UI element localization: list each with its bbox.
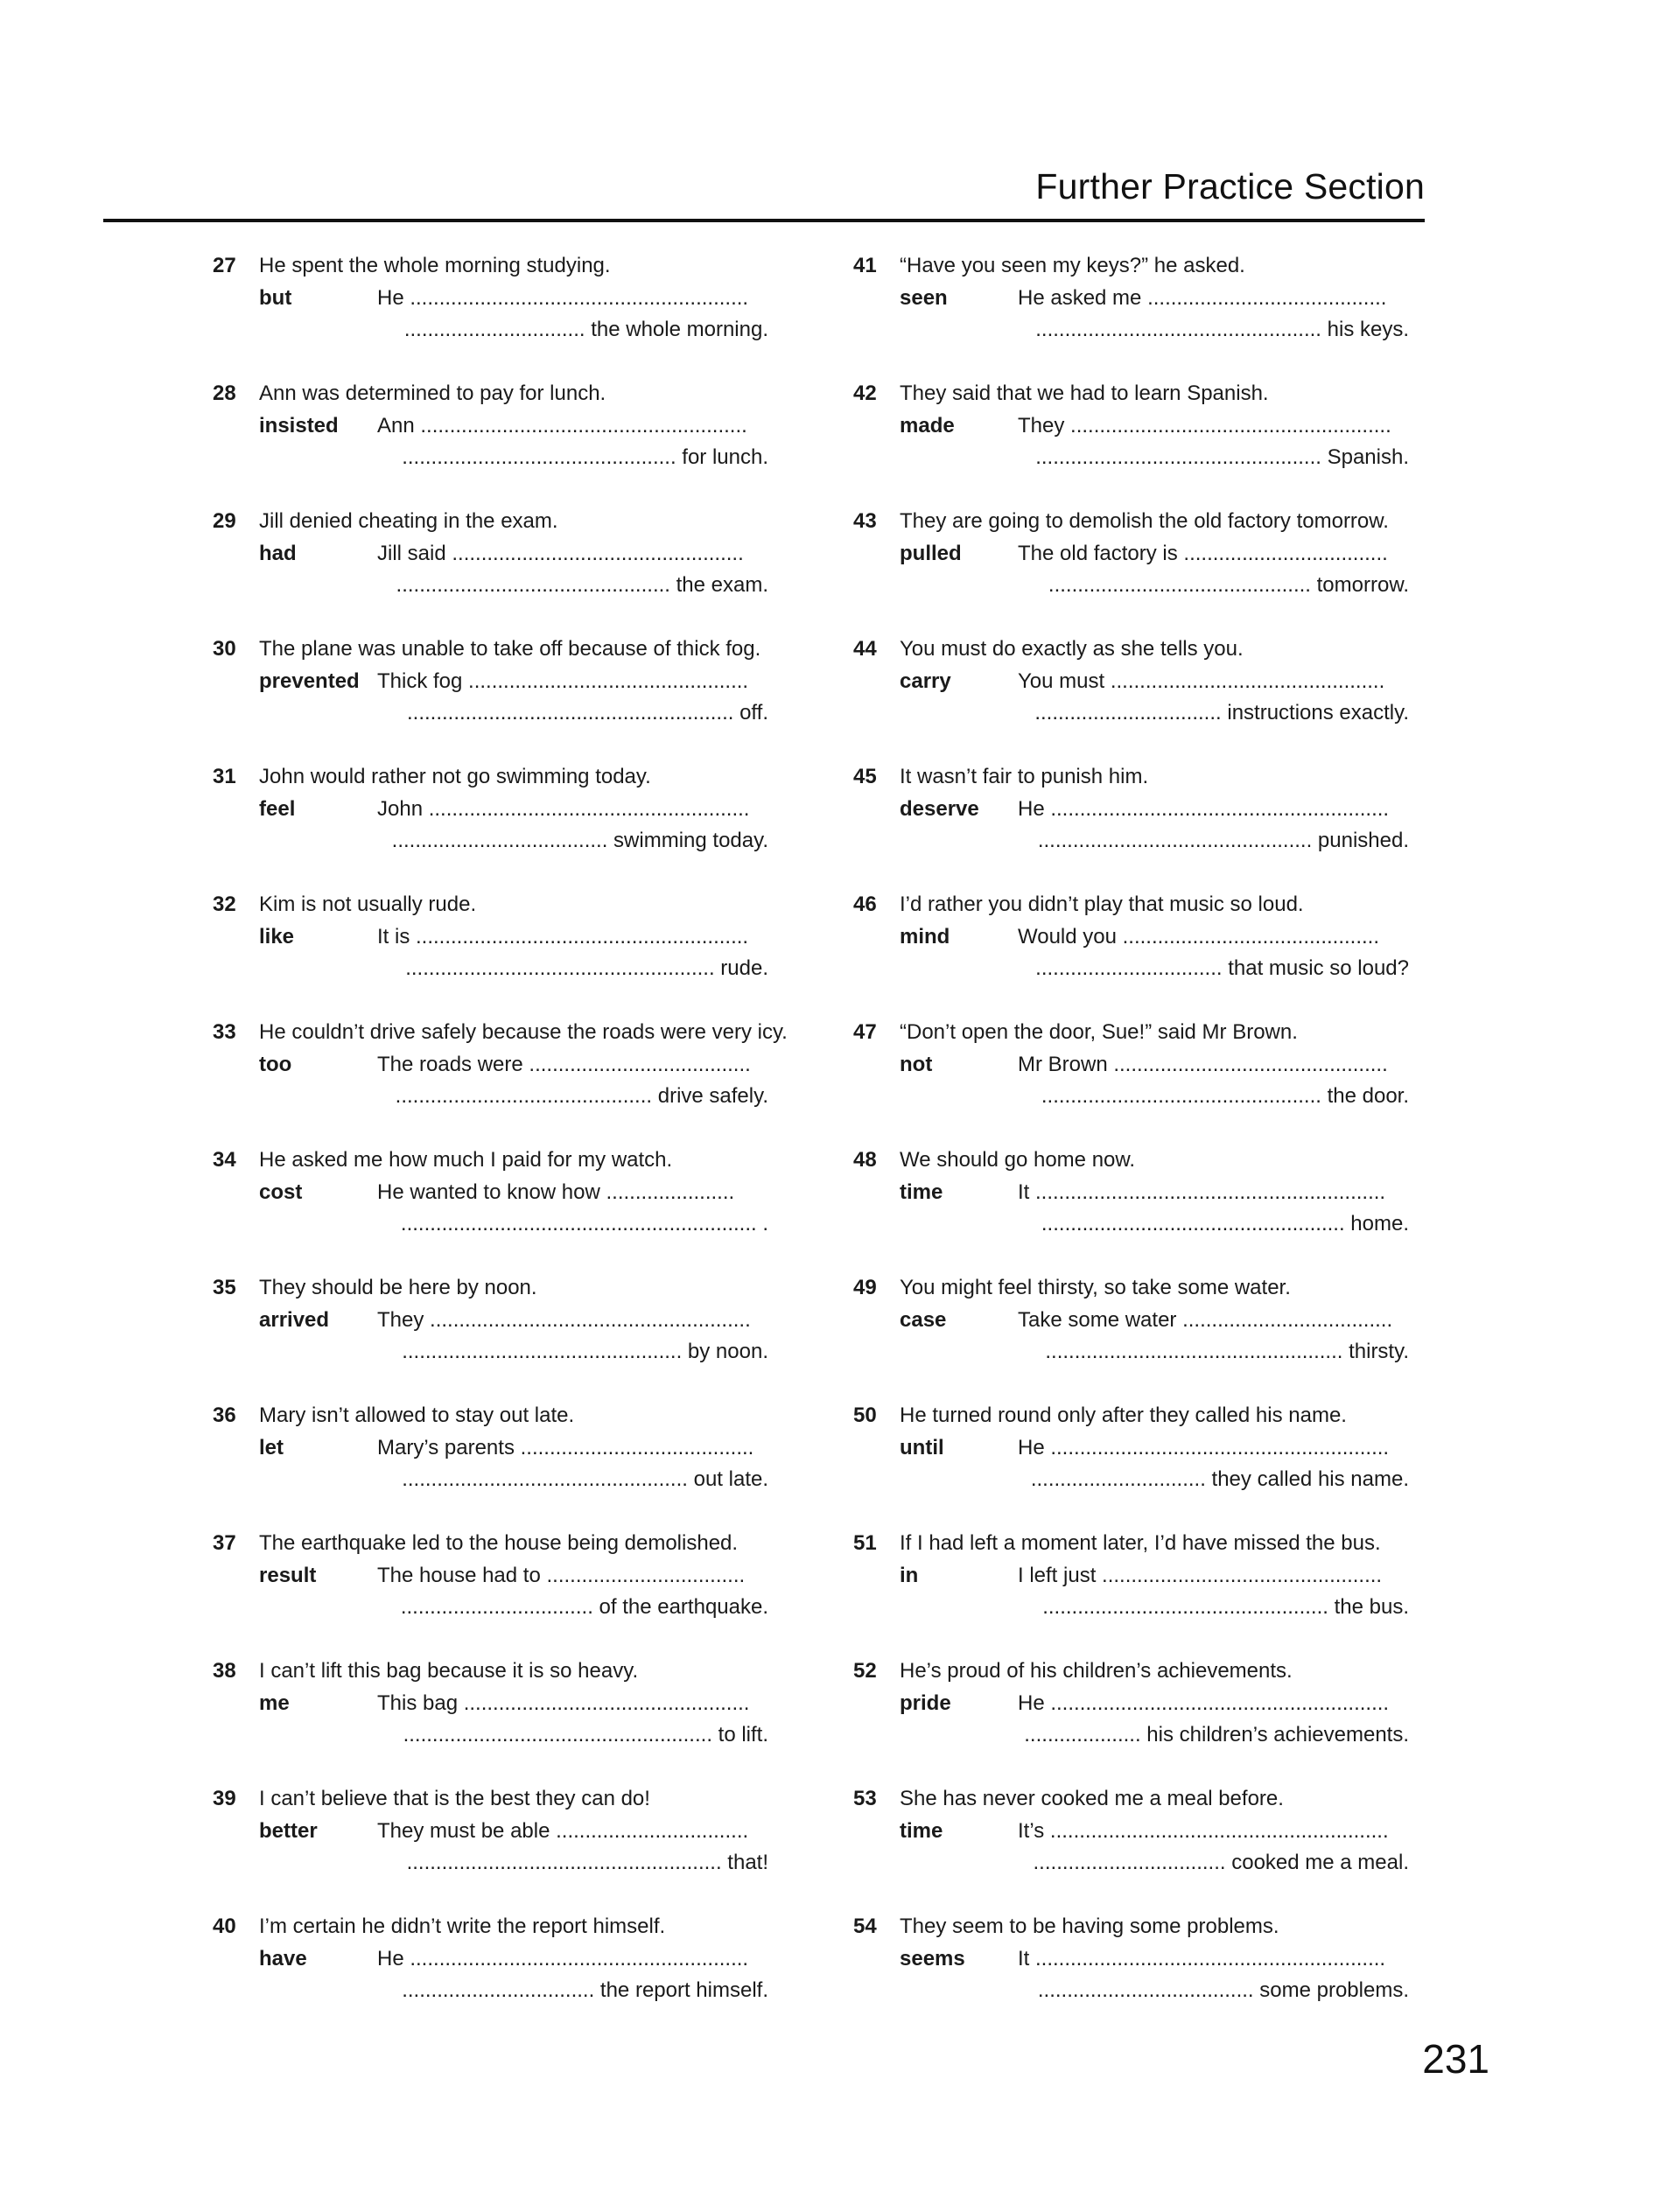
exercise-keyword: time bbox=[900, 1180, 943, 1204]
exercise-sentence: The plane was unable to take off because of thick fog. bbox=[259, 637, 761, 661]
exercise-sentence: I can’t believe that is the best they can do! bbox=[259, 1787, 650, 1810]
answer-line-2: ................................................. Spanish. bbox=[1035, 445, 1409, 469]
exercise-sentence: “Don’t open the door, Sue!” said Mr Brown. bbox=[900, 1020, 1298, 1044]
exercise-sentence: He spent the whole morning studying. bbox=[259, 254, 611, 277]
answer-line-1: Jill said .................................................. bbox=[377, 542, 744, 565]
header-rule bbox=[103, 219, 1425, 222]
answer-line-2: ............................................. tomorrow. bbox=[1048, 573, 1409, 597]
exercise-number: 53 bbox=[853, 1787, 877, 1810]
answer-line-1: They ....................................................... bbox=[1018, 414, 1391, 438]
exercise-keyword: arrived bbox=[259, 1308, 330, 1332]
exercise-keyword: have bbox=[259, 1947, 307, 1970]
exercise-number: 47 bbox=[853, 1020, 877, 1044]
exercise-item bbox=[853, 765, 1409, 878]
exercise-item bbox=[213, 892, 768, 1006]
exercise-number: 32 bbox=[213, 892, 236, 916]
exercise-keyword: pulled bbox=[900, 542, 962, 565]
exercise-item bbox=[853, 637, 1409, 751]
answer-line-1: He .......................................................... bbox=[1018, 1691, 1390, 1715]
exercise-keyword: let bbox=[259, 1436, 284, 1460]
exercise-sentence: You must do exactly as she tells you. bbox=[900, 637, 1244, 661]
answer-line-2: ............................... the whole morning. bbox=[403, 318, 768, 341]
exercise-item bbox=[853, 1020, 1409, 1134]
exercise-item bbox=[853, 892, 1409, 1006]
exercise-keyword: pride bbox=[900, 1691, 951, 1715]
answer-line-1: They ....................................................... bbox=[377, 1308, 751, 1332]
exercise-item bbox=[853, 382, 1409, 495]
exercise-sentence: John would rather not go swimming today. bbox=[259, 765, 651, 788]
exercise-number: 46 bbox=[853, 892, 877, 916]
answer-line-2: ............................................... punished. bbox=[1037, 829, 1409, 852]
answer-line-2: ................................................ by noon. bbox=[402, 1340, 768, 1363]
exercise-item bbox=[853, 1531, 1409, 1645]
answer-line-1: Would you ............................................ bbox=[1018, 925, 1380, 948]
answer-line-2: ............................................... the exam. bbox=[396, 573, 768, 597]
answer-line-2: ................................................. his keys. bbox=[1035, 318, 1409, 341]
answer-line-1: He .......................................................... bbox=[1018, 1436, 1390, 1460]
exercise-number: 41 bbox=[853, 254, 877, 277]
answer-line-1: He wanted to know how ...................... bbox=[377, 1180, 735, 1204]
answer-line-1: Take some water .................................... bbox=[1018, 1308, 1393, 1332]
exercise-item bbox=[213, 1020, 788, 1134]
exercise-sentence: “Have you seen my keys?” he asked. bbox=[900, 254, 1245, 277]
answer-line-1: The old factory is ................................... bbox=[1018, 542, 1388, 565]
exercise-item bbox=[213, 765, 768, 878]
exercise-number: 48 bbox=[853, 1148, 877, 1172]
exercise-item bbox=[213, 1404, 768, 1517]
exercise-keyword: seems bbox=[900, 1947, 965, 1970]
exercise-item bbox=[853, 1787, 1409, 1900]
exercise-keyword: insisted bbox=[259, 414, 339, 438]
answer-line-2: ................................................ the door. bbox=[1041, 1084, 1409, 1108]
exercise-number: 45 bbox=[853, 765, 877, 788]
exercise-number: 30 bbox=[213, 637, 236, 661]
answer-line-2: .............................. they called his name. bbox=[1030, 1467, 1409, 1491]
exercise-item bbox=[213, 1148, 768, 1262]
exercise-item bbox=[213, 1659, 768, 1773]
exercise-item bbox=[213, 254, 768, 368]
answer-line-1: I left just ................................................ bbox=[1018, 1564, 1383, 1587]
answer-line-1: It ............................................................ bbox=[1018, 1947, 1386, 1970]
exercise-keyword: seen bbox=[900, 286, 948, 310]
answer-line-1: This bag ................................................. bbox=[377, 1691, 750, 1715]
answer-line-1: He .......................................................... bbox=[1018, 797, 1390, 821]
exercise-sentence: Jill denied cheating in the exam. bbox=[259, 509, 558, 533]
exercise-item bbox=[853, 1914, 1409, 2028]
answer-line-1: He .......................................................... bbox=[377, 1947, 749, 1970]
exercise-number: 31 bbox=[213, 765, 236, 788]
answer-line-1: The roads were ...................................... bbox=[377, 1053, 751, 1076]
answer-line-2: ..................................... some problems. bbox=[1037, 1978, 1409, 2002]
exercise-sentence: I’d rather you didn’t play that music so loud. bbox=[900, 892, 1304, 916]
answer-line-2: ............................................... for lunch. bbox=[402, 445, 768, 469]
exercise-sentence: If I had left a moment later, I’d have missed the bus. bbox=[900, 1531, 1381, 1555]
exercise-sentence: I’m certain he didn’t write the report himself. bbox=[259, 1914, 666, 1938]
answer-line-1: He .......................................................... bbox=[377, 286, 749, 310]
exercise-sentence: We should go home now. bbox=[900, 1148, 1136, 1172]
exercise-item bbox=[853, 1659, 1409, 1773]
exercise-number: 29 bbox=[213, 509, 236, 533]
answer-line-2: ............................................ drive safely. bbox=[395, 1084, 768, 1108]
answer-line-2: ................................................. out late. bbox=[402, 1467, 768, 1491]
exercise-sentence: He turned round only after they called his name. bbox=[900, 1404, 1347, 1427]
exercise-keyword: not bbox=[900, 1053, 933, 1076]
exercise-sentence: They are going to demolish the old factory tomorrow. bbox=[900, 509, 1389, 533]
answer-line-1: It is ......................................................... bbox=[377, 925, 749, 948]
exercise-keyword: like bbox=[259, 925, 295, 948]
answer-line-1: They must be able ................................. bbox=[377, 1819, 749, 1843]
answer-line-1: You must ............................................... bbox=[1018, 669, 1385, 693]
exercise-number: 35 bbox=[213, 1276, 236, 1299]
exercise-number: 28 bbox=[213, 382, 236, 405]
exercise-number: 27 bbox=[213, 254, 236, 277]
answer-line-2: ................................. cooked me a meal. bbox=[1033, 1851, 1409, 1874]
exercise-number: 49 bbox=[853, 1276, 877, 1299]
answer-line-1: Mary’s parents ........................................ bbox=[377, 1436, 754, 1460]
page-number: 231 bbox=[1422, 2036, 1489, 2082]
exercise-keyword: feel bbox=[259, 797, 296, 821]
exercise-keyword: mind bbox=[900, 925, 950, 948]
exercise-number: 33 bbox=[213, 1020, 236, 1044]
exercise-item bbox=[213, 1787, 768, 1900]
exercise-sentence: Kim is not usually rude. bbox=[259, 892, 477, 916]
exercise-sentence: Mary isn’t allowed to stay out late. bbox=[259, 1404, 575, 1427]
exercise-item bbox=[213, 637, 768, 751]
answer-line-2: .................... his children’s achievements. bbox=[1024, 1723, 1409, 1746]
exercise-keyword: cost bbox=[259, 1180, 303, 1204]
exercise-number: 51 bbox=[853, 1531, 877, 1555]
answer-line-2: ..................................... swimming today. bbox=[391, 829, 768, 852]
exercise-keyword: had bbox=[259, 542, 297, 565]
exercise-item bbox=[853, 509, 1409, 623]
exercise-number: 44 bbox=[853, 637, 877, 661]
answer-line-2: ............................................................. . bbox=[400, 1212, 768, 1236]
exercise-number: 38 bbox=[213, 1659, 236, 1683]
answer-line-1: It’s .......................................................... bbox=[1018, 1819, 1389, 1843]
answer-line-2: ................................ instructions exactly. bbox=[1034, 701, 1409, 724]
exercise-item bbox=[853, 1148, 1409, 1262]
answer-line-2: ................................. of the earthquake. bbox=[400, 1595, 768, 1619]
exercise-keyword: result bbox=[259, 1564, 317, 1587]
exercise-sentence: They should be here by noon. bbox=[259, 1276, 537, 1299]
exercise-sentence: He couldn’t drive safely because the roads were very icy. bbox=[259, 1020, 788, 1044]
exercise-item bbox=[213, 382, 768, 495]
exercise-number: 40 bbox=[213, 1914, 236, 1938]
exercise-number: 54 bbox=[853, 1914, 877, 1938]
exercise-sentence: They said that we had to learn Spanish. bbox=[900, 382, 1269, 405]
exercise-item bbox=[213, 1531, 768, 1645]
exercise-sentence: I can’t lift this bag because it is so heavy. bbox=[259, 1659, 639, 1683]
exercise-item bbox=[853, 1404, 1409, 1517]
answer-line-2: ........................................................ off. bbox=[407, 701, 768, 724]
answer-line-1: The house had to .................................. bbox=[377, 1564, 746, 1587]
exercise-sentence: The earthquake led to the house being demolished. bbox=[259, 1531, 739, 1555]
exercise-sentence: They seem to be having some problems. bbox=[900, 1914, 1279, 1938]
answer-line-1: Ann ........................................................ bbox=[377, 414, 747, 438]
exercise-keyword: carry bbox=[900, 669, 951, 693]
answer-line-2: ...................................................... that! bbox=[406, 1851, 768, 1874]
answer-line-2: ................................................... thirsty. bbox=[1045, 1340, 1409, 1363]
exercise-keyword: time bbox=[900, 1819, 943, 1843]
exercise-keyword: made bbox=[900, 414, 955, 438]
exercise-item bbox=[213, 1914, 768, 2028]
exercise-number: 43 bbox=[853, 509, 877, 533]
page-title: Further Practice Section bbox=[1035, 166, 1425, 206]
exercise-number: 39 bbox=[213, 1787, 236, 1810]
answer-line-2: ................................. the report himself. bbox=[402, 1978, 768, 2002]
exercise-sentence: He’s proud of his children’s achievements. bbox=[900, 1659, 1293, 1683]
answer-line-1: John ....................................................... bbox=[377, 797, 750, 821]
exercise-keyword: deserve bbox=[900, 797, 979, 821]
exercise-keyword: prevented bbox=[259, 669, 360, 693]
exercise-number: 50 bbox=[853, 1404, 877, 1427]
answer-line-1: It ............................................................ bbox=[1018, 1180, 1386, 1204]
exercise-item bbox=[213, 1276, 768, 1390]
exercise-sentence: Ann was determined to pay for lunch. bbox=[259, 382, 606, 405]
exercise-sentence: It wasn’t fair to punish him. bbox=[900, 765, 1149, 788]
exercise-keyword: case bbox=[900, 1308, 947, 1332]
exercise-item bbox=[853, 1276, 1409, 1390]
exercise-number: 37 bbox=[213, 1531, 236, 1555]
exercise-sentence: She has never cooked me a meal before. bbox=[900, 1787, 1284, 1810]
answer-line-1: He asked me ......................................... bbox=[1018, 286, 1387, 310]
exercise-keyword: in bbox=[900, 1564, 919, 1587]
exercise-keyword: better bbox=[259, 1819, 318, 1843]
answer-line-1: Mr Brown ............................................... bbox=[1018, 1053, 1388, 1076]
answer-line-2: ..................................................... rude. bbox=[405, 956, 768, 980]
exercise-number: 36 bbox=[213, 1404, 236, 1427]
answer-line-2: ..................................................... to lift. bbox=[403, 1723, 768, 1746]
exercise-number: 52 bbox=[853, 1659, 877, 1683]
answer-line-1: Thick fog ................................................ bbox=[377, 669, 749, 693]
exercise-keyword: until bbox=[900, 1436, 944, 1460]
answer-line-2: ................................................. the bus. bbox=[1042, 1595, 1409, 1619]
exercise-keyword: too bbox=[259, 1053, 292, 1076]
exercise-number: 42 bbox=[853, 382, 877, 405]
exercise-item bbox=[213, 509, 768, 623]
exercise-sentence: You might feel thirsty, so take some water. bbox=[900, 1276, 1291, 1299]
answer-line-2: .................................................... home. bbox=[1041, 1212, 1409, 1236]
exercise-keyword: but bbox=[259, 286, 292, 310]
exercise-sentence: He asked me how much I paid for my watch. bbox=[259, 1148, 673, 1172]
answer-line-2: ................................ that music so loud? bbox=[1035, 956, 1409, 980]
exercise-number: 34 bbox=[213, 1148, 236, 1172]
exercise-keyword: me bbox=[259, 1691, 290, 1715]
exercise-item bbox=[853, 254, 1409, 368]
